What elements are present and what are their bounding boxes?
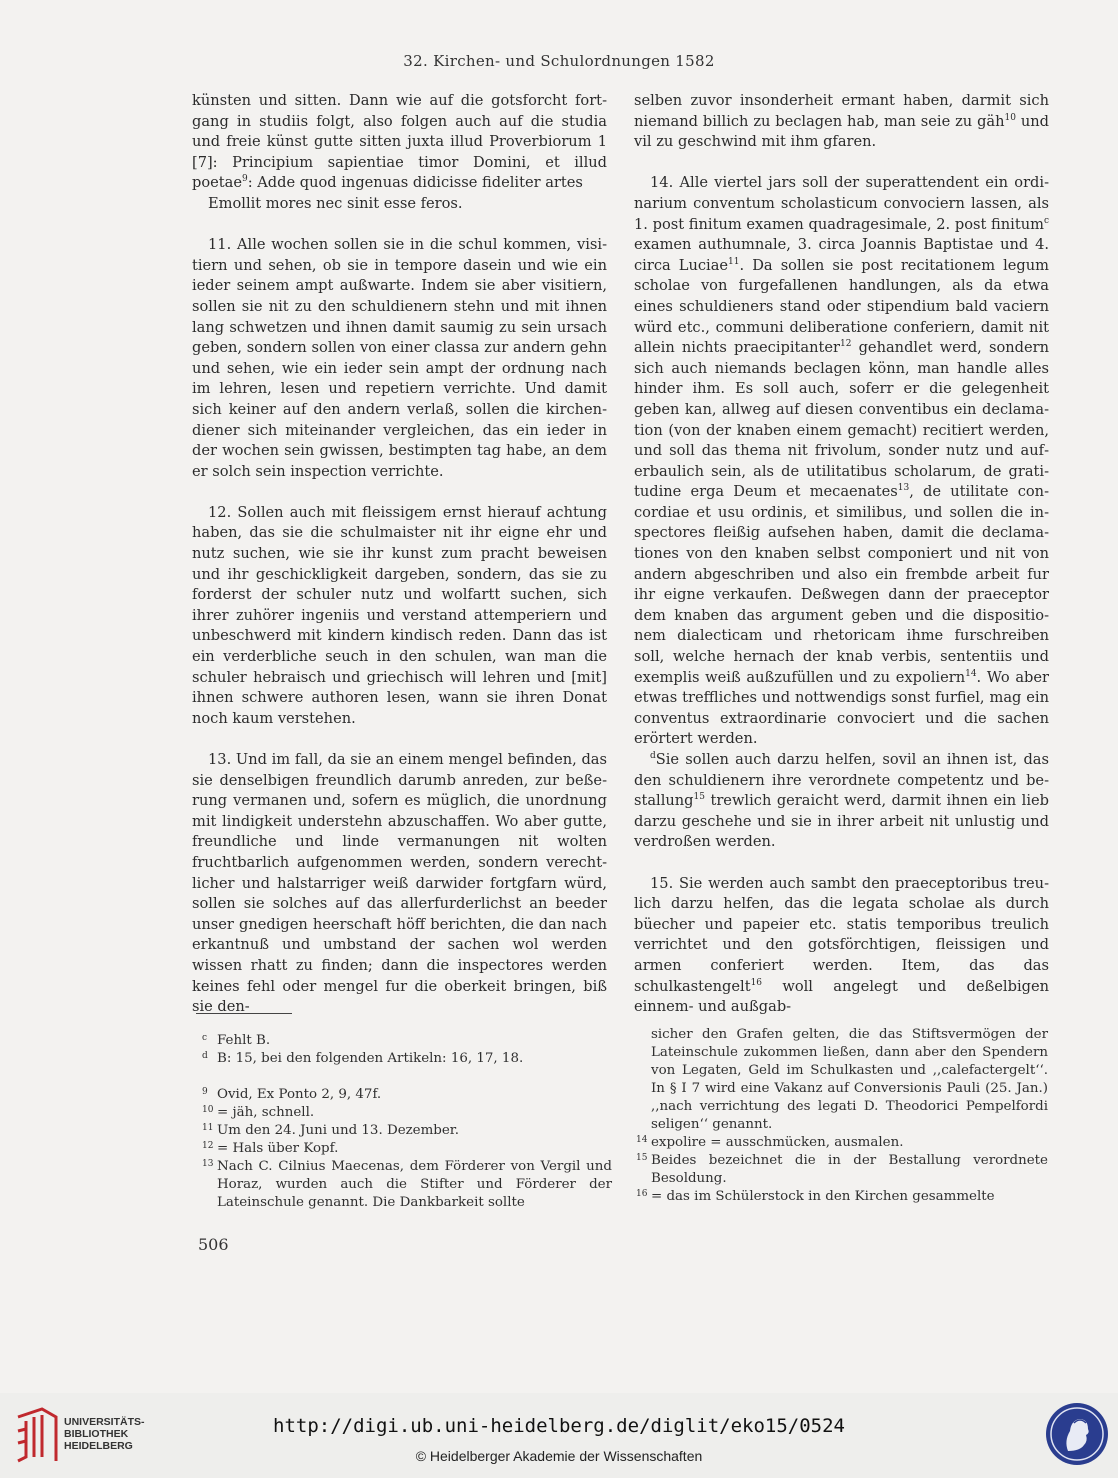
footnote: c Fehlt B. [202,1033,271,1048]
footnote-ref[interactable]: 13 [897,483,910,494]
footnote-continuation: sicher den Grafen gelten, die das Stiftsvermögen der Lateinschule zukommen ließen, dann aber den Spendern von Legaten, Geld im Schulkasten und ,,calefactergelt‘‘. In § I 7 wird eine Vakanz auf Conversionis Pauli (25. Jan.) ,,nach verrichtung des legati D. Theodorici Pempelfordi seligen‘‘ genannt. [651,1027,1048,1132]
paragraph-12: 12. Sollen auch mit fleissigem ernst hierauf achtung haben, das sie die schulmaister nit ihr eigne ehr und nutz suchen, wie sie ihr kunst zum pracht beweisen und ihr geschickligkeit dargeben, sondern, das sie zu forderst der schuler nutz und wolfartt suchen, sich ihrer zuhörer ingeniis und verstand attemperiern und unbeschwerd mit kindern kindisch reden. Dann das ist ein verderbliche seuch in den schulen, wan man die schuler hebraisch und griechisch will lehren und [mit] ihnen schwere authoren lesen, wann sie ihren Donat noch kaum verstehen. [192,503,607,727]
paragraph-14-d: $^d$Sie sollen auch darzu helfen, sovil an ihnen ist, das den schuldienern ihre verordnete competentz und bestallung$^{15}$ trewlich geraicht werd, darmit ihnen ein lieb darzu geschehe und sie in ihrer arbeit nit unlustig und verdroßen werden. [634,751,1049,851]
right-column [634,91,1049,1018]
paragraph-13: 13. Und im fall, da sie an einem mengel befinden, das sie denselbigen freundlich darumb anreden, zur beßerung vermanen und, sofern es müglich, die unordnung mit lindigkeit understehn abzuschaffen. Wo aber gutte, freundliche und linde vermanungen nit wolten fruchtbarlich aufgenommen werden, sondern verechtlicher und halstarriger weiß darwider fortgfarn würd, sollen sie solches auf das allerfurderlichst an beeder unser gnedigen heerschaft höff berichten, die dan nach erkantnuß und umbstand der sachen wol werden wissen rhatt zu finden; dann die inspectores werden keines fehl oder mengel fur die oberkeit bringen, biß sie den- [192,751,607,1016]
footnote: 11 Um den 24. Juni und 13. Dezember. [202,1123,459,1138]
paragraph-14: 14. Alle viertel jars soll der superattendent ein ordinarium conventum scholasticum convociern lassen, als 1. post finitum examen quadragesimale, 2. post finitum$^c$ examen authumnale, 3. circa Joannis Baptistae und 4. circa Luciae$^{11}$. Da sollen sie post recitationem legum scholae von furgefallenen handlungen, als da etwa eines schuldieners stand oder stipendium bald vaciern würd etc., communi deliberatione conferiern, damit nit allein nichts praecipitanter$^{12}$ gehandlet werd, sondern sich auch niemands beclagen könn, man handle alles hinder ihm. Es soll auch, soferr er die gelegenheit geben kan, allweg auf diesen conventibus ein declamation (von der knaben einem gemacht) recitiert werden, und soll das thema nit frivolum, sonder nutz und auferbaulich sein, als de utilitatibus scholarum, de gratitudine erga Deum et mecaenates$^{13}$, de utilitate concordiae et usu ordinis, et similibus, und sollen die inspectores fleißig aufsehen haben, damit die declamationes von den knaben selbst componiert und nit von andern abgeschriben und also ein frembde arbeit fur ihr eigne verkaufen. Deßwegen dann der praeceptor dem knaben das argument geben und die dispositionem dialecticam und rhetoricam ihme furschreiben soll, welche hernach der knab verbis, sententiis und exemplis weiß außzufüllen und zu expoliern$^{14}$. Wo aber etwas treffliches und nottwendigs sonst furfiel, mag ein conventus extraordinarie convociert und die sachen erörtert werden. [634,174,1050,748]
footer-bar [0,1393,1118,1478]
copyright-notice: © Heidelberger Akademie der Wissenschaften [415,1448,703,1464]
running-head: 32. Kirchen- und Schulordnungen 1582 [403,52,715,70]
footnote: 14 expolire = ausschmücken, ausmalen. [636,1135,904,1150]
footnote-ref[interactable]: c [1043,215,1049,226]
footnotes-left [202,1032,612,1212]
footnote: 9 Ovid, Ex Ponto 2, 9, 47f. [202,1087,382,1102]
page-number: 506 [198,1235,229,1254]
permalink-url[interactable]: http://digi.ub.uni-heidelberg.de/diglit/eko15/0524 [273,1415,845,1437]
paragraph-11: 11. Alle wochen sollen sie in die schul kommen, visitiern und sehen, ob sie in tempore dasein und wie ein ieder seinem ampt außwarte. Indem sie aber visitiern, sollen sie nit zu den schuldienern stehn und mit ihnen lang schwetzen und ihnen damit saumig zu sein ursach geben, sondern sollen von einer classa zur andern gehn und sehen, wie ein ieder sein ampt der ordnung nach im lehren, lesen und repetiern verrichte. Und damit sich keiner auf den andern verlaß, sollen die kirchendiener sich miteinander vergleichen, das ein ieder in der wochen sein gwissen, bestimpten tag habe, an dem er solch sein inspection verrichte. [192,236,607,480]
footnote-ref[interactable]: 15 [693,792,705,803]
footnote-rule [196,1013,292,1014]
left-column [192,91,607,1018]
footnotes-right [636,1026,1048,1206]
footnote: 10 = jäh, schnell. [202,1105,315,1120]
paragraph: selben zuvor insonderheit ermant haben, darmit sich niemand billich zu beclagen hab, man seie zu gäh$^{10}$ und vil zu geschwind mit ihm gfaren. [634,92,1049,151]
footnote: 15 Beides bezeichnet die in der Bestallung verordnete Besoldung. [636,1153,1048,1186]
footnote-ref[interactable]: 9 [241,174,248,185]
footnote: 12 = Hals über Kopf. [202,1141,339,1156]
footnote-ref[interactable]: 14 [965,668,977,679]
footnote-ref[interactable]: 11 [728,256,740,267]
footnote-ref[interactable]: 16 [750,977,763,988]
library-name: UNIVERSITÄTS- BIBLIOTHEK HEIDELBERG [64,1416,145,1452]
paragraph-15: 15. Sie werden auch sambt den praeceptoribus treulich darzu helfen, das die legata scholae als durch büecher und papeier etc. statis temporibus treulich verrichtet und den gotsförchtigen, fleissigen und armen conferiert werden. Item, das das schulkastengelt$^{16}$ woll angelegt und deßelbigen einnem- und außgab- [634,874,1049,1016]
footnote: d B: 15, bei den folgenden Artikeln: 16, 17, 18. [202,1051,524,1066]
verse-line: Emollit mores nec sinit esse feros. [208,194,463,212]
academy-seal-icon [1044,1401,1110,1467]
footnote-ref[interactable]: 10 [1004,112,1016,123]
footnote: 13 Nach C. Cilnius Maecenas, dem Förderer von Vergil und Horaz, wurden auch die Stifter und Förderer der Lateinschule genannt. Die Dankbarkeit sollte [202,1159,612,1210]
footnote: 16 = das im Schülerstock in den Kirchen gesammelte [636,1189,995,1204]
footnote-ref[interactable]: 12 [839,339,852,350]
paragraph: künsten und sitten. Dann wie auf die gotsforcht fortgang in studiis folgt, also folgen auch auf die studia und freie künst gutte sitten juxta illud Proverbiorum 1 [7]: Principium sapientiae timor Domini, et illud poetae$^9$: Adde quod ingenuas didicisse fideliter artes [192,92,607,192]
footnote-ref[interactable]: d [650,751,656,761]
